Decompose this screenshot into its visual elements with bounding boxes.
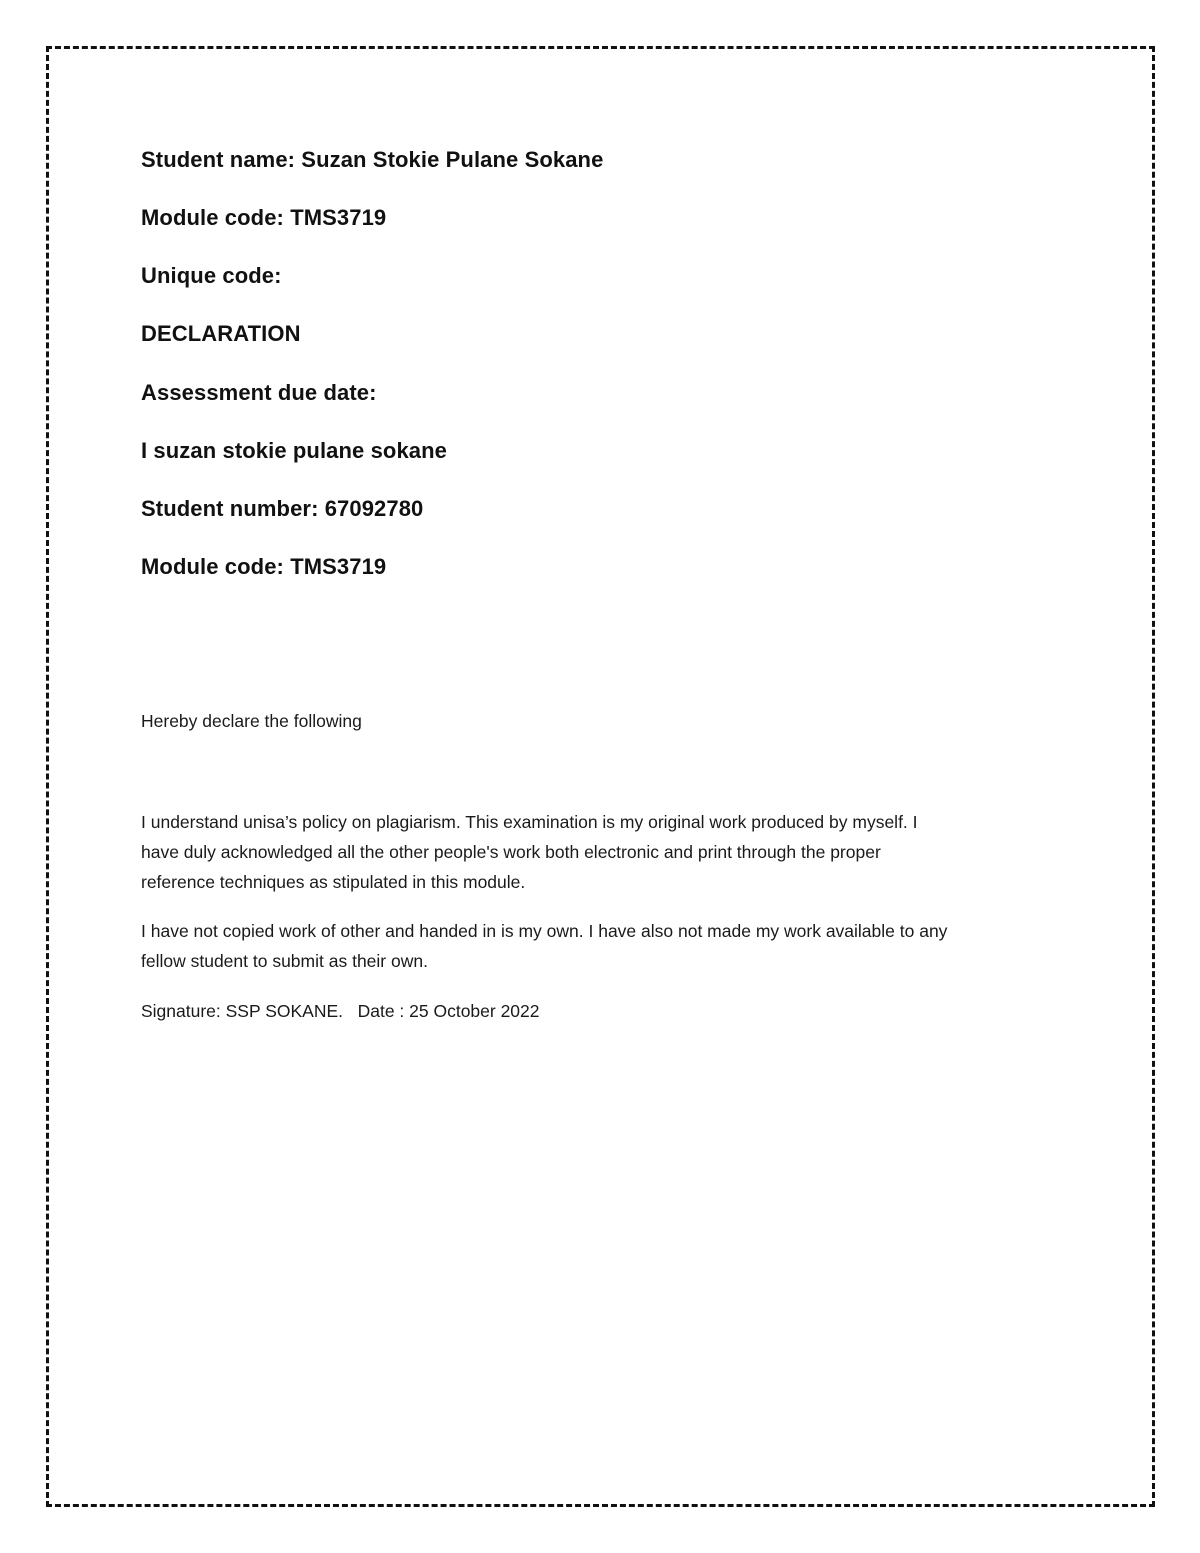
student-number: Student number: 67092780 (141, 496, 424, 521)
plagiarism-paragraph (141, 807, 1071, 897)
declarant-name: I suzan stokie pulane sokane (141, 438, 448, 463)
declaration-title: DECLARATION (141, 321, 301, 346)
assessment-due-date: Assessment due date: (141, 380, 377, 405)
student-name: Student name: Suzan Stokie Pulane Sokane (141, 147, 604, 172)
module-code-repeat: Module code: TMS3719 (141, 554, 387, 579)
signature-date-line: Signature: SSP SOKANE. Date : 25 October 2022 (141, 1001, 540, 1021)
paragraph-line: fellow student to submit as their own. (141, 951, 428, 971)
originality-paragraph (141, 916, 1071, 976)
paragraph-line: I have not copied work of other and handed in is my own. I have also not made my work available to any (141, 921, 948, 941)
declaration-intro: Hereby declare the following (141, 711, 362, 731)
module-code: Module code: TMS3719 (141, 205, 387, 230)
paragraph-line: reference techniques as stipulated in this module. (141, 872, 526, 892)
paragraph-line: I understand unisa’s policy on plagiarism. This examination is my original work produced by myself. I (141, 812, 918, 832)
paragraph-line: have duly acknowledged all the other people's work both electronic and print through the proper (141, 842, 881, 862)
unique-code: Unique code: (141, 263, 282, 288)
